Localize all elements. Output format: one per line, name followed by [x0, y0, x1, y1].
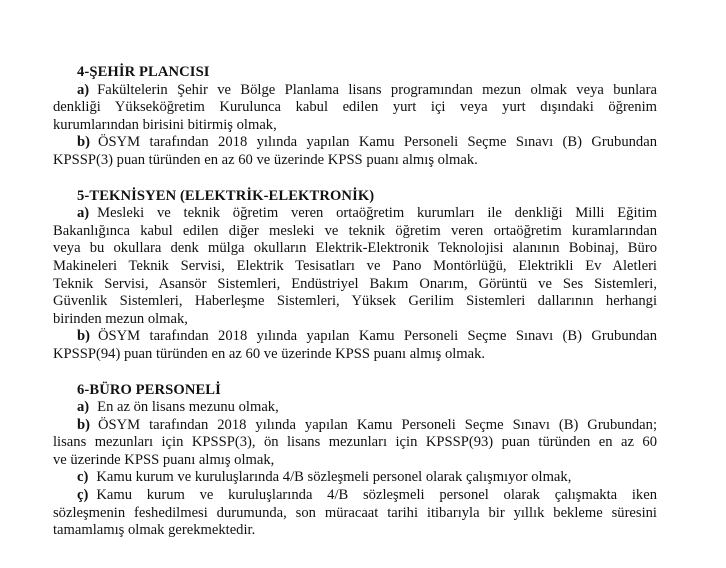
line-text: veya bu okullara denk mülga okulların Elektrik-Elektronik Teknolojisi alanının Bobinaj, Büro [53, 240, 657, 257]
line-text: Mesleki ve teknik öğretim veren ortaöğretim kurumları ile denkliği Milli Eğitim [97, 205, 657, 222]
text-line [53, 434, 657, 452]
line-text: kurumlarından birisini bitirmiş olmak, [53, 116, 277, 133]
text-line [53, 276, 657, 294]
text-line [53, 134, 657, 152]
text-line [53, 240, 657, 258]
line-text: ÖSYM tarafından 2018 yılında yapılan Kamu Personeli Seçme Sınavı (B) Grubundan [97, 134, 657, 151]
section-heading: 6-BÜRO PERSONELİ [77, 381, 221, 398]
item-marker: b) [77, 416, 90, 433]
text-line [53, 487, 657, 505]
list-item [53, 82, 657, 135]
item-marker: b) [77, 134, 90, 151]
text-line [53, 311, 657, 329]
text-line [53, 99, 657, 117]
text-line [53, 117, 657, 135]
item-marker: c) [77, 469, 89, 486]
line-text: sözleşmenin feshedilmesi durumunda, son müracaat tarihi itibarıyla bir yıllık bekleme süresini [53, 504, 657, 521]
text-line [53, 417, 657, 435]
line-text: Teknik Servisi, Asansör Sistemleri, Endüstriyel Bakım Onarım, Görüntü ve Ses Sistemleri, [53, 275, 657, 292]
section-4 [53, 64, 657, 170]
item-marker: ç) [77, 487, 89, 504]
line-text: Güvenlik Sistemleri, Haberleşme Sistemleri, Yüksek Gerilim Sistemleri dallarının herhangi [53, 293, 657, 310]
item-marker: a) [77, 205, 90, 222]
text-line [53, 223, 657, 241]
list-item [53, 134, 657, 169]
text-line [53, 258, 657, 276]
line-text: KPSSP(3) puan türünden en az 60 ve üzerinde KPSS puanı almış olmak. [53, 151, 478, 168]
line-text: KPSSP(94) puan türünden en az 60 ve üzerinde KPSS puanı almış olmak. [53, 345, 486, 362]
line-text: denkliği Yükseköğretim Kurulunca kabul edilen yurt içi veya yurt dışındaki öğrenim [53, 99, 657, 116]
line-text: ÖSYM tarafından 2018 yılında yapılan Kamu Personeli Seçme Sınavı (B) Grubundan; [97, 416, 657, 433]
list-item [53, 487, 657, 540]
text-line [53, 152, 657, 170]
list-item [53, 417, 657, 470]
list-item [53, 328, 657, 363]
list-item [53, 469, 657, 487]
item-marker: b) [77, 328, 90, 345]
item-marker: a) [77, 399, 90, 416]
section-5 [53, 188, 657, 364]
text-line [53, 346, 657, 364]
text-line [53, 522, 657, 540]
line-text: Bakanlığınca kabul edilen diğer mesleki ve teknik öğretim veren ortaöğretim kuramlarından [53, 222, 657, 239]
line-text: lisans mezunları için KPSSP(3), ön lisans mezunları için KPSSP(93) puan türünden en az 60 [53, 434, 657, 451]
line-text: ÖSYM tarafından 2018 yılında yapılan Kamu Personeli Seçme Sınavı (B) Grubundan [97, 328, 657, 345]
text-line [53, 505, 657, 523]
line-text: Makineleri Teknik Servisi, Elektrik Tesisatları ve Pano Montörlüğü, Elektrikli Ev Aletleri [53, 257, 657, 274]
item-marker: a) [77, 81, 90, 98]
text-line [53, 82, 657, 100]
list-item [53, 399, 657, 417]
line-text: birinden mezun olmak, [53, 310, 188, 327]
line-text: En az ön lisans mezunu olmak, [97, 399, 279, 416]
text-line [53, 205, 657, 223]
line-text: tamamlamış olmak gerekmektedir. [53, 522, 256, 539]
document-page [53, 64, 657, 558]
line-text: ve üzerinde KPSS puanı almış olmak, [53, 451, 275, 468]
text-line [53, 399, 657, 417]
section-heading: 4-ŞEHİR PLANCISI [77, 64, 210, 80]
line-text: Kamu kurum ve kuruluşlarında 4/B sözleşmeli personel olarak çalışmıyor olmak, [96, 469, 572, 486]
text-line [53, 469, 657, 487]
line-text: Fakültelerin Şehir ve Bölge Planlama lisans programından mezun olmak veya bunlara [97, 81, 657, 98]
text-line [53, 293, 657, 311]
section-heading: 5-TEKNİSYEN (ELEKTRİK-ELEKTRONİK) [77, 187, 375, 204]
list-item [53, 205, 657, 328]
text-line [53, 328, 657, 346]
line-text: Kamu kurum ve kuruluşlarında 4/B sözleşmeli personel olarak çalışmakta iken [96, 487, 657, 504]
section-6 [53, 382, 657, 540]
text-line [53, 452, 657, 470]
